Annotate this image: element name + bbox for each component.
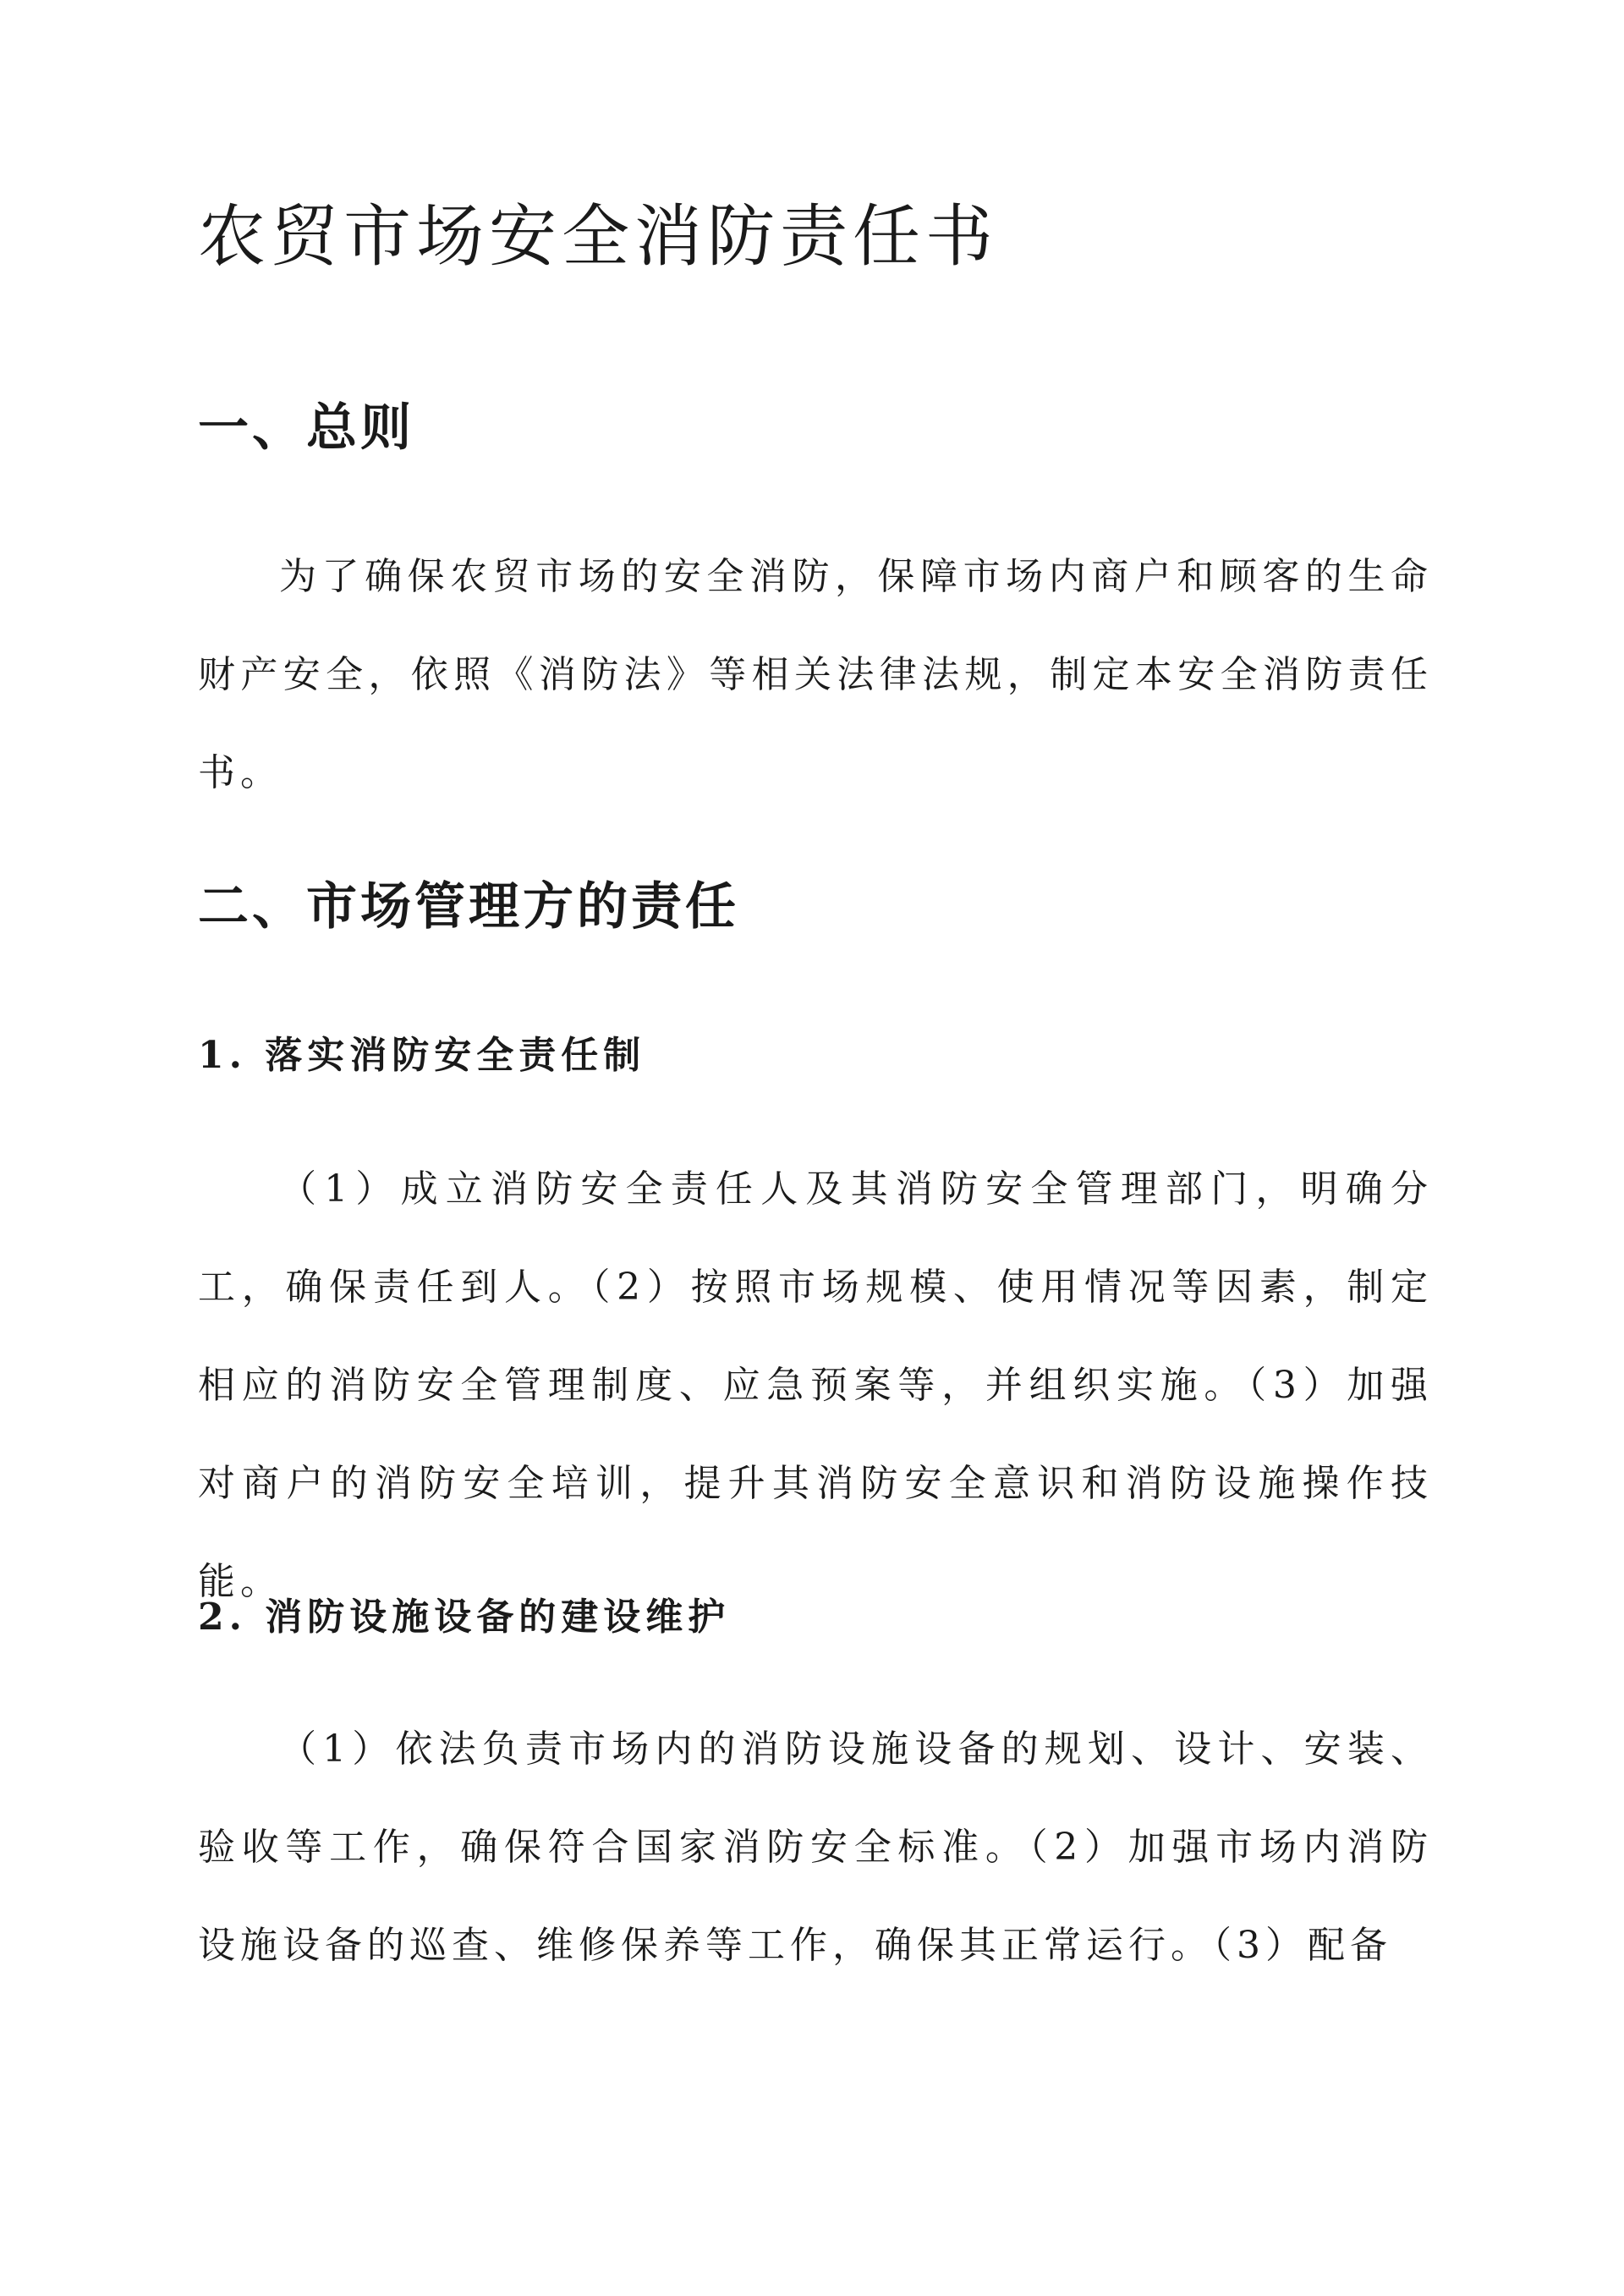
item-heading-fire-safety-responsibility: 1. 落实消防安全责任制 <box>198 1034 646 1077</box>
item-heading-facilities-maintenance: 2. 消防设施设备的建设维护 <box>198 1596 731 1639</box>
item2-paragraph: （1）依法负责市场内的消防设施设备的规划、设计、安装、验收等工作，确保符合国家消防安全标准。（2）加强市场内消防设施设备的巡查、维修保养等工作，确保其正常运行。（3）配备 <box>198 1727 1433 1967</box>
document-title: 农贸市场安全消防责任书 <box>198 197 998 276</box>
section-heading-general: 一、总则 <box>198 398 414 458</box>
section-heading-management-responsibility: 二、市场管理方的责任 <box>198 877 739 937</box>
item1-paragraph: （1）成立消防安全责任人及其消防安全管理部门，明确分工，确保责任到人。（2）按照市场规模、使用情况等因素，制定相应的消防安全管理制度、应急预案等，并组织实施。（3）加强对商户的消防安全培训，提升其消防安全意识和消防设施操作技能。 <box>198 1167 1433 1603</box>
general-paragraph: 为了确保农贸市场的安全消防，保障市场内商户和顾客的生命财产安全，依照《消防法》等相关法律法规，制定本安全消防责任书。 <box>198 555 1433 794</box>
